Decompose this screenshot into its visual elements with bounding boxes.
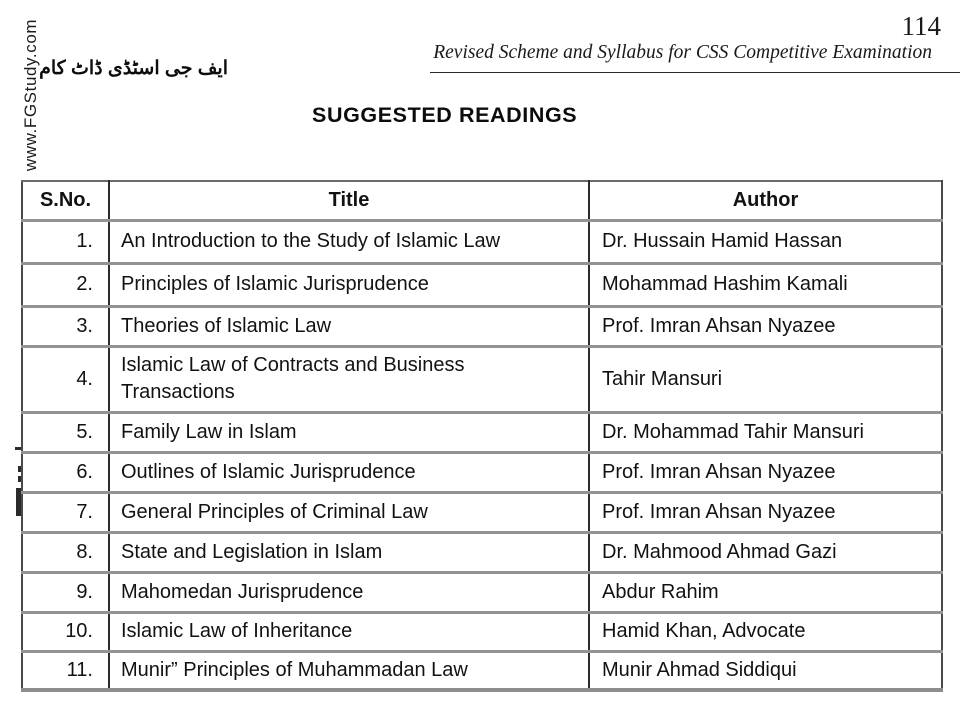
cell-title: General Principles of Criminal Law <box>109 492 589 532</box>
table-row <box>22 306 942 346</box>
col-header-author: Author <box>589 181 942 220</box>
cell-title: Principles of Islamic Jurisprudence <box>109 263 589 306</box>
cell-author: Prof. Imran Ahsan Nyazee <box>589 492 942 532</box>
cell-author: Mohammad Hashim Kamali <box>589 263 942 306</box>
table-row <box>22 452 942 492</box>
cell-author: Tahir Mansuri <box>589 346 942 412</box>
cell-sno: 8. <box>22 532 109 572</box>
cell-sno: 5. <box>22 412 109 452</box>
running-header: Revised Scheme and Syllabus for CSS Competitive Examination <box>433 42 932 63</box>
cell-title: Munir” Principles of Muhammadan Law <box>109 651 589 690</box>
cell-title: Family Law in Islam <box>109 412 589 452</box>
cell-sno: 10. <box>22 612 109 651</box>
cell-author: Dr. Hussain Hamid Hassan <box>589 220 942 263</box>
readings-table <box>21 180 943 692</box>
col-header-sno: S.No. <box>39 188 92 211</box>
table-row <box>22 651 942 690</box>
table-row <box>22 346 942 412</box>
table-row <box>22 572 942 612</box>
cell-sno: 4. <box>22 346 109 412</box>
table-row <box>22 612 942 651</box>
cell-title: Outlines of Islamic Jurisprudence <box>109 452 589 492</box>
watermark-urdu: ایف جی اسٹڈی ڈاٹ کام <box>39 58 228 79</box>
cell-sno: 1. <box>22 220 109 263</box>
table-row <box>22 263 942 306</box>
table-row <box>22 220 942 263</box>
cell-author: Abdur Rahim <box>589 572 942 612</box>
table-row <box>22 492 942 532</box>
col-header-title: Title <box>109 181 589 220</box>
cell-sno: 2. <box>22 263 109 306</box>
header-rule <box>430 72 960 73</box>
cell-author: Dr. Mahmood Ahmad Gazi <box>589 532 942 572</box>
cell-sno: 3. <box>22 306 109 346</box>
section-heading: SUGGESTED READINGS <box>312 103 578 127</box>
cell-author: Prof. Imran Ahsan Nyazee <box>589 306 942 346</box>
cell-sno: 11. <box>22 651 109 690</box>
cell-sno: 7. <box>22 492 109 532</box>
cell-title: An Introduction to the Study of Islamic Law <box>109 220 589 263</box>
cell-title: Mahomedan Jurisprudence <box>109 572 589 612</box>
cell-author: Hamid Khan, Advocate <box>589 612 942 651</box>
cell-title: Islamic Law of Contracts and Business Transactions <box>109 346 589 412</box>
cell-author: Munir Ahmad Siddiqui <box>589 651 942 690</box>
cell-sno: 6. <box>22 452 109 492</box>
cell-title: Theories of Islamic Law <box>109 306 589 346</box>
cell-author: Dr. Mohammad Tahir Mansuri <box>589 412 942 452</box>
table-row <box>22 532 942 572</box>
cell-title: State and Legislation in Islam <box>109 532 589 572</box>
page-number: 114 <box>901 11 941 41</box>
table-header-row <box>22 181 942 220</box>
cell-author: Prof. Imran Ahsan Nyazee <box>589 452 942 492</box>
watermark-vertical: www.FGStudy.com <box>21 18 40 172</box>
cell-title: Islamic Law of Inheritance <box>109 612 589 651</box>
cell-sno: 9. <box>22 572 109 612</box>
table-row <box>22 412 942 452</box>
